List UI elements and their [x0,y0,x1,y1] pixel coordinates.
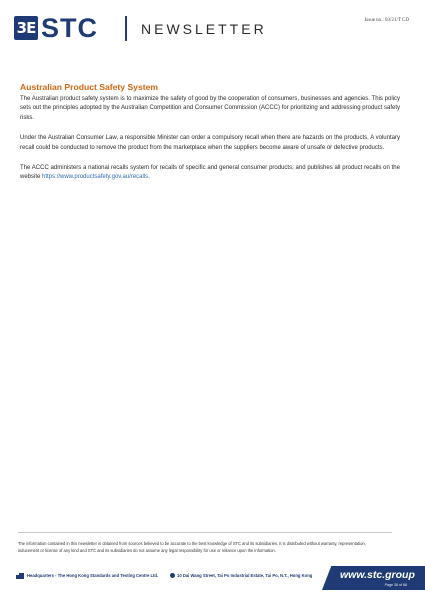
paragraph-1: The Australian product safety system is to maximize the safety of good by the cooperation of consumers, businesses and agencies. This policy sets out the principles adopted by the Australian Competition and Consumer Commission (ACCC) for prioritizing and addressing product safety risks. [20,96,400,121]
issue-number: Issue no.: 03/21/T CD [364,18,409,23]
header-divider [125,16,127,41]
article-title: Australian Product Safety System [20,82,159,92]
footer-band [0,566,425,590]
article [20,82,400,194]
stc-logo-icon: 3E [14,16,38,40]
headquarters-label: Headquarters - The Hong Kong Standards and Testing Centre Ltd. [27,573,159,579]
recalls-link[interactable]: https://www.productsafety.gov.au/recalls [42,174,149,181]
newsletter-title: NEWSLETTER [141,21,267,37]
location-pin-icon [170,573,175,578]
logo-text: STC [41,13,98,43]
address-text: 10 Dai Wang Street, Tai Po Industrial Estate, Tai Po, N.T., Hong Kong [177,573,313,578]
address [170,573,312,578]
paragraph-3-end: . [148,174,150,181]
headquarters [16,573,158,579]
page-number: Page 38 of 68 [384,583,407,587]
paragraph-2: Under the Australian Consumer Law, a responsible Minister can order a compulsory recall when there are hazards on the products. A voluntary recall could be conducted to remove the product from the marketplace when the suppliers become aware of unsafe or defective products. [20,135,400,151]
website-link[interactable]: www.stc.group [340,569,415,581]
header [0,0,425,52]
footer-divider [18,532,392,533]
paragraph-3 [20,164,400,183]
paragraph-3-text: The ACCC administers a national recalls system for recalls of specific and general consumer products, and publishes all product recalls on the website [20,165,400,181]
disclaimer: The information contained in this newsletter is obtained from sources believed to be accurate to the best knowledge of STC and its subsidiaries. It is distributed without warranty, representation, inducement or license of any kind and STC and its subsidiaries do not assume any legal responsibility for use or reliance upon the information. [18,541,366,553]
building-icon [16,573,24,579]
